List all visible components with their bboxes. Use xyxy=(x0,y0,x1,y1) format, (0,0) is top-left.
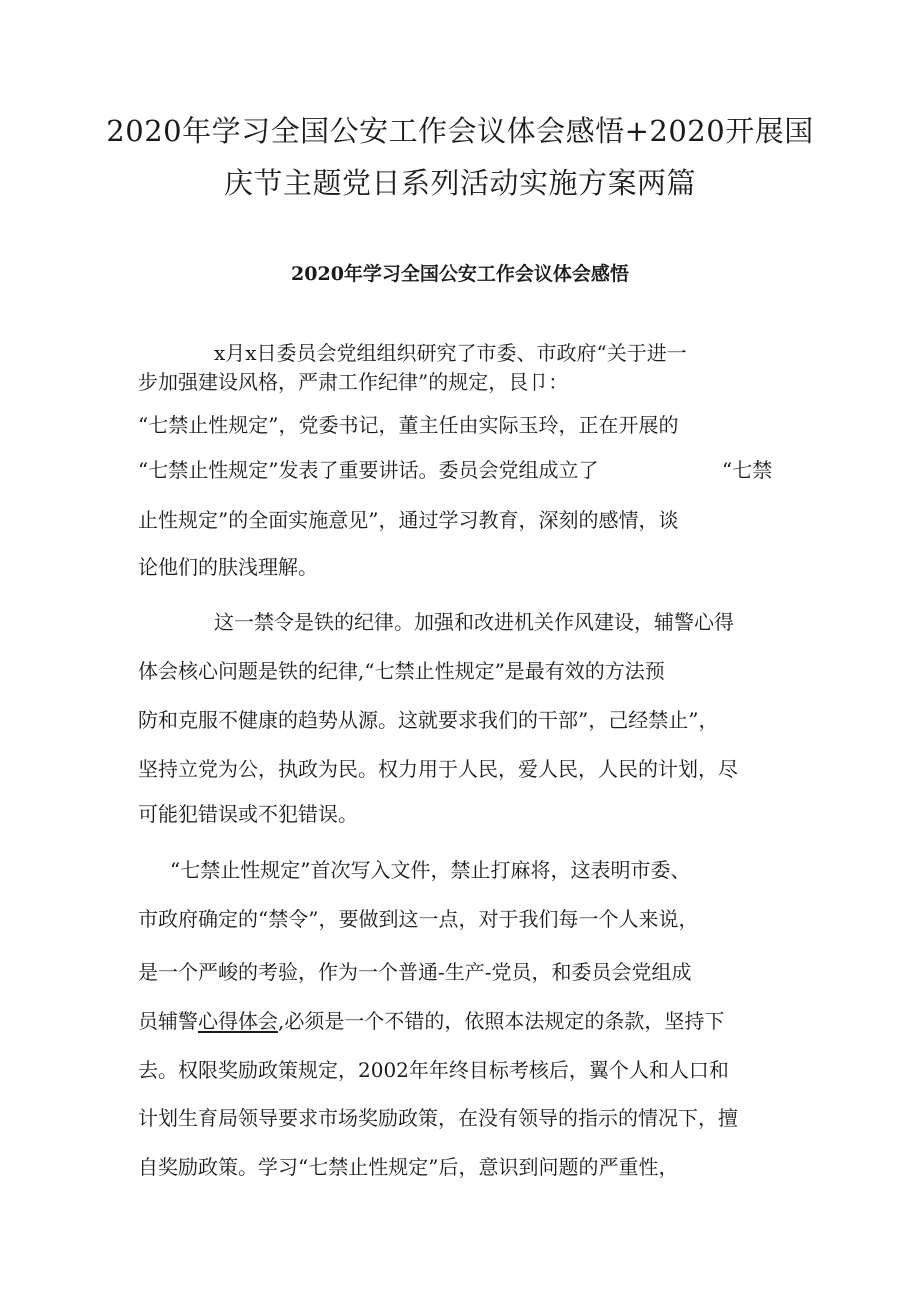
paragraph-3-line-3: 是一个严峻的考验，作为一个普通-生产-党员，和委员会党组成 xyxy=(138,960,692,984)
paragraph-1-line-2: 步加强建设风格，严肃工作纪律”的规定，艮卩： xyxy=(138,370,569,394)
document-title-line-2: 庆节主题党日系列活动实施方案两篇 xyxy=(223,166,696,200)
paragraph-2-line-5: 可能犯错误或不犯错误。 xyxy=(138,802,358,826)
paragraph-2-line-4: 坚持立党为公，执政为民。权力用于人民，爱人民，人民的计划，尽 xyxy=(138,757,738,781)
paragraph-1-line-4b: “七禁 xyxy=(722,458,773,482)
paragraph-2-line-3: 防和克服不健康的趋势从源。这就要求我们的干部”，己经禁止”， xyxy=(138,708,719,732)
paragraph-2-line-1: 这一禁令是铁的纪律。加强和改进机关作风建设，辅警心得 xyxy=(214,610,734,634)
heart-experience-link[interactable]: 心得体会 xyxy=(198,1009,278,1033)
paragraph-3-line-4 xyxy=(138,1011,724,1031)
paragraph-2-line-2: 体会核心问题是铁的纪律,“七禁止性规定”是最有效的方法预 xyxy=(138,659,665,683)
paragraph-1-line-3: “七禁止性规定”，党委书记，董主任由实际玉玲，正在开展的 xyxy=(138,413,679,437)
paragraph-3-line-4-pre: 员辅警 xyxy=(138,1009,198,1033)
paragraph-3-line-7: 自奖励政策。学习“七禁止性规定”后，意识到问题的严重性， xyxy=(138,1155,679,1179)
paragraph-3-line-5: 去。权限奖励政策规定，2002年年终目标考核后，翼个人和人口和 xyxy=(138,1058,729,1082)
paragraph-1-line-1: x月x日委员会党组组织研究了市委、市政府“关于进一 xyxy=(214,341,687,365)
paragraph-1-line-5: 止性规定”的全面实施意见”，通过学习教育，深刻的感情，谈 xyxy=(138,508,679,532)
paragraph-3-line-2: 市政府确定的“禁令”，要做到这一点，对于我们每一个人来说， xyxy=(138,907,699,931)
paragraph-3-line-4-post: ,必须是一个不错的，依照本法规定的条款，坚持下 xyxy=(278,1009,725,1033)
document-title-line-1: 2020年学习全国公安工作会议体会感悟+2020开展国 xyxy=(106,114,814,148)
paragraph-1-line-6: 论他们的肤浅理解。 xyxy=(138,555,318,579)
paragraph-3-line-6: 计划生育局领导要求市场奖励政策，在没有领导的指示的情况下，擅 xyxy=(138,1106,738,1130)
paragraph-1-line-4a: “七禁止性规定”发表了重要讲话。委员会党组成立了 xyxy=(138,458,599,482)
section-heading: 2020年学习全国公安工作会议体会感悟 xyxy=(291,263,629,285)
paragraph-3-line-1: “七禁止性规定”首次写入文件，禁止打麻将，这表明市委、 xyxy=(170,858,691,882)
